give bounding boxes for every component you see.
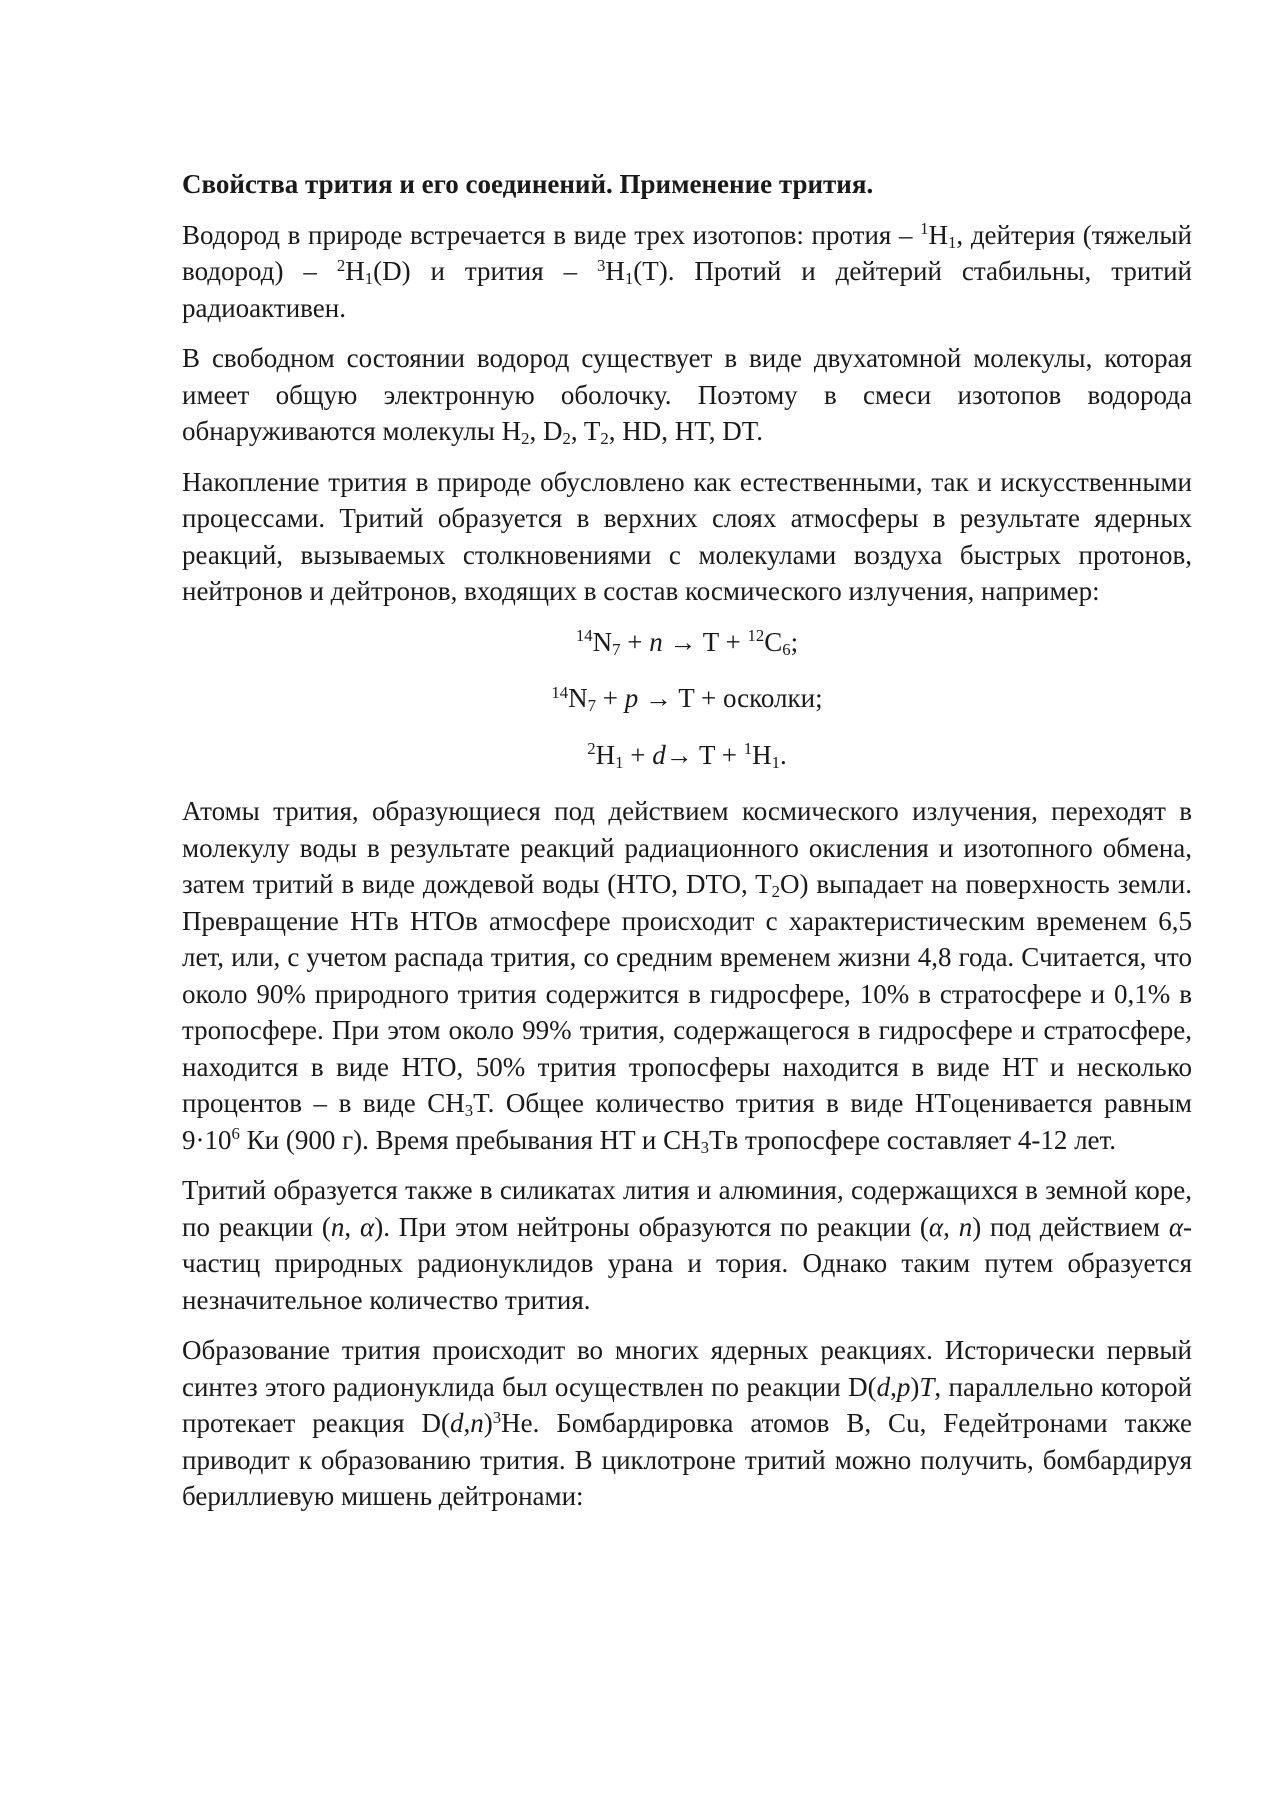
paragraph-accumulation: Накопление трития в природе обусловлено как естественными, так и искусственными процессами. Тритий образуется в верхних слоях атмосферы в результате ядерных реакций, вызываемых столкновениями с молекулами воздуха быстрых протонов, нейтронов и дейтронов, входящих в состав космического излучения, например: bbox=[182, 466, 1192, 606]
document-title: Свойства трития и его соединений. Применение трития. bbox=[182, 169, 874, 199]
document-page bbox=[182, 166, 1192, 1529]
equation-deuterium: $^2H_1 + d\to T + ^1H_1$. bbox=[587, 739, 787, 772]
paragraph-isotopes: Водород в природе встречается в виде трех изотопов: протия – $^1H_1$, дейтерия (тяжелый водород) – $^2H_1(D)$ и трития – $^3H_1(T)$. Протий и дейтерий стабильны, тритий радиоактивен. bbox=[182, 219, 1192, 323]
equation-nitrogen-neutron: $^{14}N_7 + n \to T + ^{12}C_6$; bbox=[575, 626, 799, 659]
paragraph-molecules: В свободном состоянии водород существует в виде двухатомной молекулы, которая имеет общую электронную оболочку. Поэтому в смеси изотопов водорода обнаруживаются молекулы $H_2$, $D_2$, $T_2$, HD, HT, DT. bbox=[182, 343, 1192, 449]
equation-nitrogen-proton: $^{14}N_7 + p \to T$ + осколки; bbox=[551, 682, 823, 716]
paragraph-silicates: Тритий образуется также в силикатах лития и алюминия, содержащихся в земной коре, по реакции (n, α). При этом нейтроны образуются по реакции (α, n) под действием α-частиц природных радионуклидов урана и тория. Однако таким путем образуется незначительное количество трития. bbox=[182, 1175, 1193, 1315]
paragraph-synthesis: Образование трития происходит во многих ядерных реакциях. Исторически первый синтез этого радионуклида был осуществлен по реакции D(d,p)T, параллельно которой протекает реакция $D(d,n)^3He$. Бомбардировка атомов B, Cu, Feдейтронами также приводит к образованию трития. В циклотроне тритий можно получить, бомбардируя бериллиевую мишень дейтронами: bbox=[182, 1335, 1193, 1511]
paragraph-atmosphere: Атомы трития, образующиеся под действием космического излучения, переходят в молекулу воды в результате реакций радиационного окисления и изотопного обмена, затем тритий в виде дождевой воды (HTO, DTO, $T_2O$) выпадает на поверхность земли. Превращение HTв HTOв атмосфере происходит с характеристическим временем 6,5 лет, или, с учетом распада трития, со средним временем жизни 4,8 года. Считается, что около 90% природного трития содержится в гидросфере, 10% в стратосфере и 0,1% в тропосфере. При этом около 99% трития, содержащегося в гидросфере и стратосфере, находится в виде HTO, 50% трития тропосферы находится в виде HT и несколько процентов – в виде $CH_3T$. Общее количество трития в виде HTоценивается равным $9\cdot 10^6$ Ки (900 г). Время пребывания HT и $CH_3Tв$ тропосфере составляет 4-12 лет. bbox=[182, 796, 1192, 1157]
